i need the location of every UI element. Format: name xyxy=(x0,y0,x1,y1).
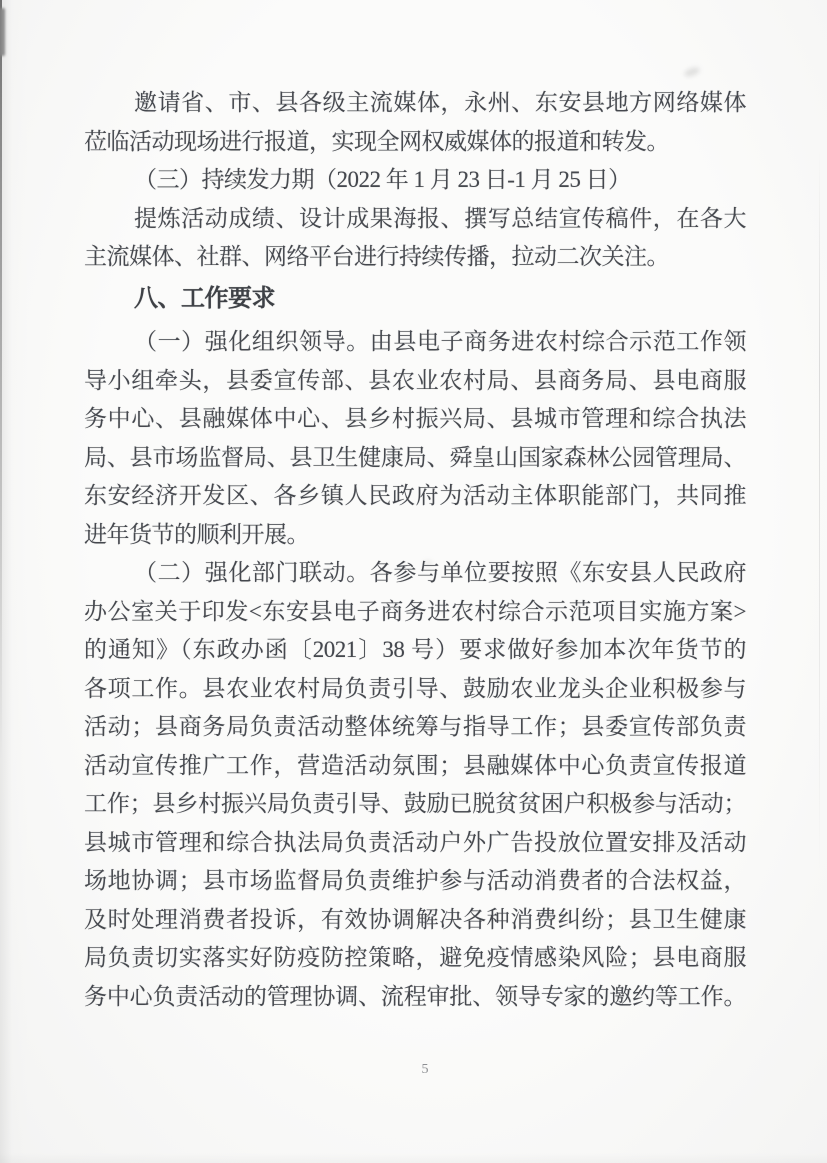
text-line: 活动；县商务局负责活动整体统筹与指导工作；县委宣传部负责 xyxy=(84,714,746,739)
text-line: 邀请省、市、县各级主流媒体，永州、东安县地方网络媒体 xyxy=(134,90,746,115)
text-line: 各项工作。县农业农村局负责引导、鼓励农业龙头企业积极参与 xyxy=(84,675,746,701)
text-line: 主流媒体、社群、网络平台进行持续传播，拉动二次关注。 xyxy=(84,244,669,269)
text-line: 县城市管理和综合执法局负责活动户外广告投放位置安排及活动 xyxy=(84,829,746,855)
scan-corner-artifact xyxy=(0,8,5,56)
text-line: 东安经济开发区、各乡镇人民政府为活动主体职能部门，共同推 xyxy=(84,483,746,508)
text-line: 进年货节的顺利开展。 xyxy=(84,521,309,547)
scan-smudge xyxy=(683,66,701,79)
text-line: 的通知》（东政办函〔2021〕38 号）要求做好参加本次年货节的 xyxy=(84,637,746,662)
text-line: 局、县市场监督局、县卫生健康局、舜皇山国家森林公园管理局、 xyxy=(84,444,746,470)
paper-left-edge-shadow xyxy=(0,0,2,760)
paper-right-edge-shadow xyxy=(819,150,820,870)
section-heading: 八、工作要求 xyxy=(134,284,275,312)
text-line: 局负责切实落实好防疫防控策略，避免疫情感染风险；县电商服 xyxy=(84,945,746,970)
text-line: 提炼活动成绩、设计成果海报、撰写总结宣传稿件，在各大 xyxy=(134,205,746,231)
text-line: 务中心、县融媒体中心、县乡村振兴局、县城市管理和综合执法 xyxy=(84,406,746,431)
text-line: （一）强化组织领导。由县电子商务进农村综合示范工作领 xyxy=(134,329,746,354)
text-line: 莅临活动现场进行报道，实现全网权威媒体的报道和转发。 xyxy=(84,128,669,154)
text-line: 工作；县乡村振兴局负责引导、鼓励已脱贫贫困户积极参与活动； xyxy=(84,791,746,816)
text-line: 导小组牵头，县委宣传部、县农业农村局、县商务局、县电商服 xyxy=(84,367,746,393)
page-number: 5 xyxy=(421,1062,429,1077)
page-content xyxy=(84,84,746,1016)
text-line: 活动宣传推广工作，营造活动氛围；县融媒体中心负责宣传报道 xyxy=(84,752,746,778)
text-line: 及时处理消费者投诉，有效协调解决各种消费纠纷；县卫生健康 xyxy=(84,906,746,932)
text-line: （三）持续发力期（2022 年 1 月 23 日-1 月 25 日） xyxy=(134,167,631,192)
text-line: 务中心负责活动的管理协调、流程审批、领导专家的邀约等工作。 xyxy=(84,983,746,1009)
text-line: 场地协调；县市场监督局负责维护参与活动消费者的合法权益， xyxy=(84,868,746,893)
text-line: （二）强化部门联动。各参与单位要按照《东安县人民政府 xyxy=(134,560,746,585)
text-line: 办公室关于印发<东安县电子商务进农村综合示范项目实施方案> xyxy=(84,598,746,624)
